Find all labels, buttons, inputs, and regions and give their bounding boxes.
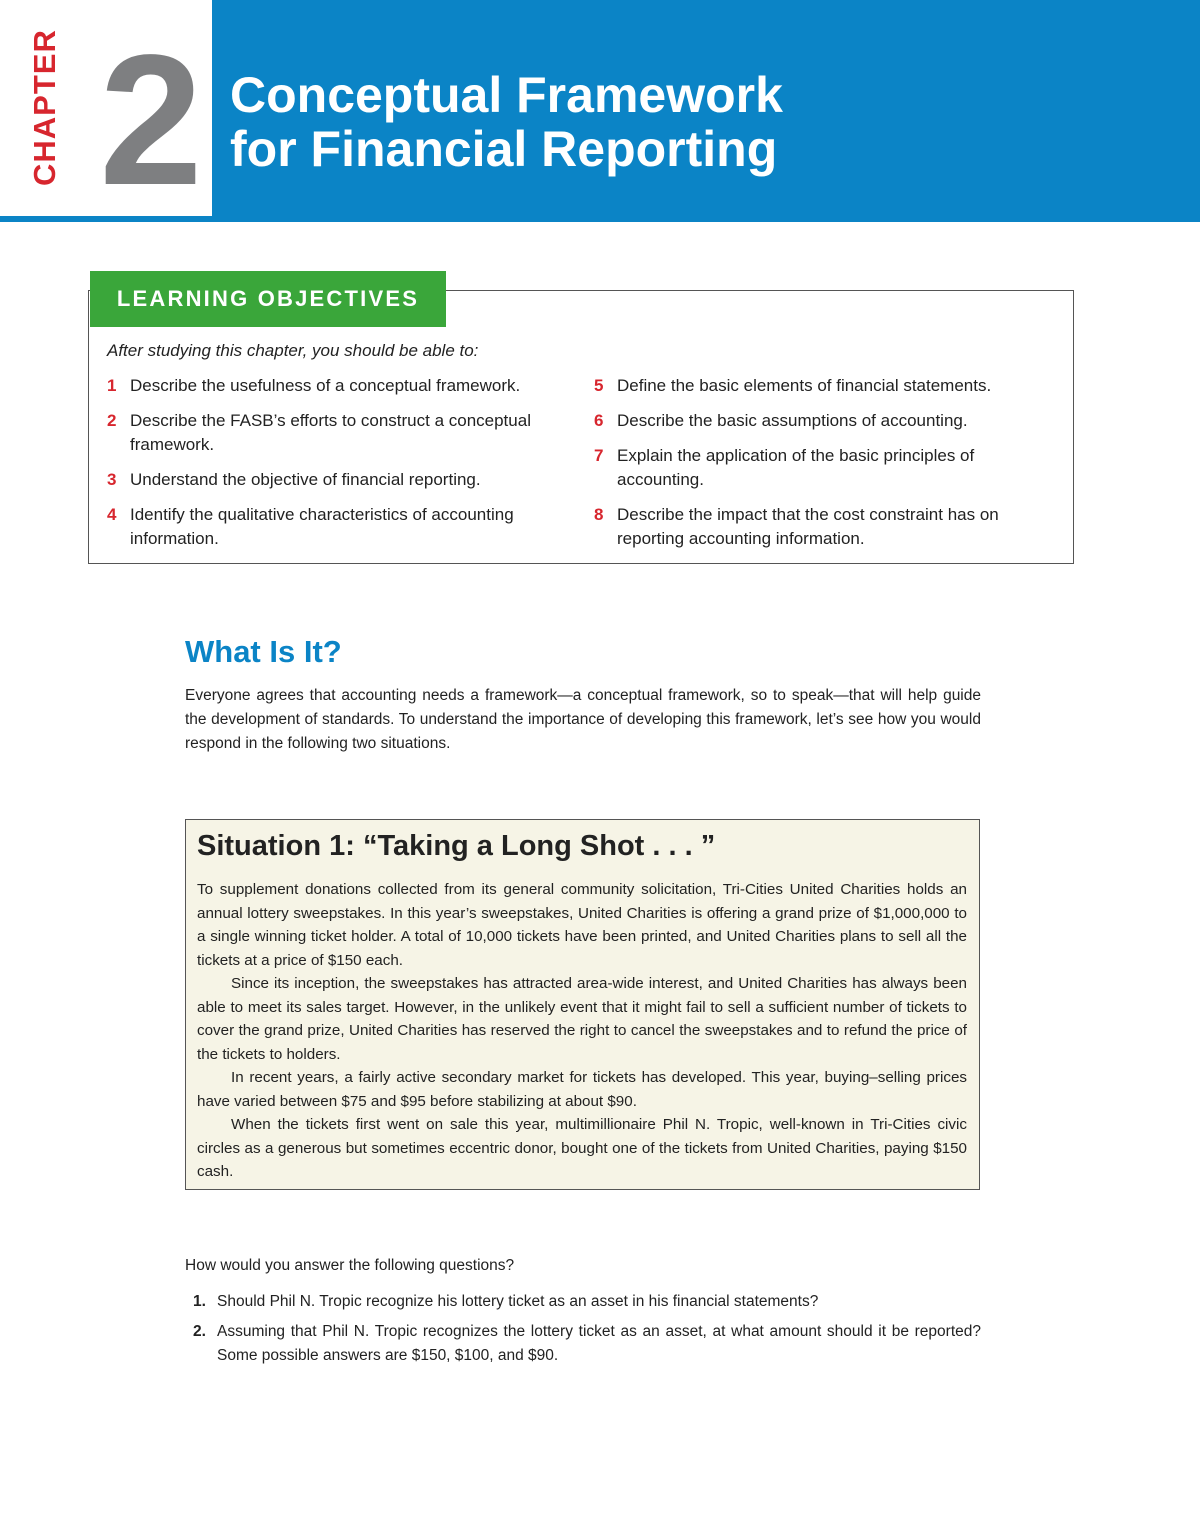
situation-paragraph: Since its inception, the sweepstakes has attracted area-wide interest, and United Charities has always been able to meet its sales target. However, in the unlikely event that it might fail to sell a sufficient number of tickets to cover the grand prize, United Charities has reserved the right to cancel the sweepstakes and to refund the price of the tickets to holders. [197, 975, 967, 1063]
objective-text: Explain the application of the basic principles of accounting. [617, 446, 975, 489]
objective-text: Identify the qualitative characteristics of accounting information. [130, 505, 514, 548]
question-item [185, 1290, 981, 1314]
situation-box [185, 819, 980, 1190]
objective-item [107, 503, 567, 551]
situation-paragraph: In recent years, a fairly active secondary market for tickets has developed. This year, buying–selling prices have varied between $75 and $95 before stabilizing at about $90. [197, 1069, 967, 1110]
chapter-number: 2 [99, 17, 197, 224]
objective-item [107, 374, 567, 398]
objective-item [594, 409, 1054, 433]
chapter-title-line-2: for Financial Reporting [230, 121, 778, 177]
question-number: 2. [193, 1323, 206, 1340]
objective-text: Describe the FASB’s efforts to construct a conceptual framework. [130, 411, 531, 454]
objective-item [594, 444, 1054, 492]
objective-number: 2 [107, 411, 117, 430]
objective-number: 6 [594, 411, 604, 430]
question-text: Should Phil N. Tropic recognize his lottery ticket as an asset in his financial statements? [217, 1293, 819, 1310]
section-heading: What Is It? [185, 634, 342, 669]
situation-title: Situation 1: “Taking a Long Shot . . . ” [197, 830, 716, 862]
objective-number: 5 [594, 376, 604, 395]
learning-objectives-label: LEARNING OBJECTIVES [90, 271, 446, 327]
questions-intro: How would you answer the following questions? [185, 1257, 515, 1274]
question-item [185, 1320, 981, 1368]
objective-text: Understand the objective of financial reporting. [130, 470, 481, 489]
objective-number: 7 [594, 446, 604, 465]
objective-item [594, 374, 1054, 398]
objective-text: Describe the basic assumptions of accounting. [617, 411, 968, 430]
situation-paragraph: To supplement donations collected from its general community solicitation, Tri-Cities United Charities holds an annual lottery sweepstakes. In this year’s sweepstakes, United Charities is offering a grand prize of $1,000,000 to a single winning ticket holder. A total of 10,000 tickets have been printed, and United Charities plans to sell all the tickets at a price of $150 each. [197, 881, 967, 969]
objective-item [107, 409, 567, 457]
chapter-label: CHAPTER [27, 29, 62, 186]
objective-number: 3 [107, 470, 117, 489]
intro-paragraph: Everyone agrees that accounting needs a framework—a conceptual framework, so to speak—that will help guide the development of standards. To understand the importance of developing this framework, let’s see how you would respond in the following two situations. [185, 687, 981, 752]
objective-number: 1 [107, 376, 117, 395]
objective-text: Describe the usefulness of a conceptual framework. [130, 376, 521, 395]
objectives-column-right [594, 374, 1054, 562]
objective-item [594, 503, 1054, 551]
objective-text: Define the basic elements of financial statements. [617, 376, 992, 395]
situation-paragraph: When the tickets first went on sale this year, multimillionaire Phil N. Tropic, well-known in Tri-Cities civic circles as a generous but sometimes eccentric donor, bought one of the tickets from United Charities, paying $150 cash. [197, 1116, 967, 1180]
learning-objectives-intro: After studying this chapter, you should be able to: [107, 341, 479, 360]
objective-number: 4 [107, 505, 117, 524]
question-list [185, 1290, 981, 1374]
situation-body [197, 878, 967, 1184]
objective-number: 8 [594, 505, 604, 524]
question-text: Assuming that Phil N. Tropic recognizes the lottery ticket as an asset, at what amount should it be reported? Some possible answers are $150, $100, and $90. [217, 1323, 981, 1364]
question-number: 1. [193, 1293, 206, 1310]
chapter-number-panel [0, 0, 212, 224]
objectives-column-left [107, 374, 567, 562]
objective-text: Describe the impact that the cost constraint has on reporting accounting information. [617, 505, 999, 548]
chapter-title-line-1: Conceptual Framework [230, 67, 783, 123]
chapter-title [230, 68, 1170, 176]
objective-item [107, 468, 567, 492]
